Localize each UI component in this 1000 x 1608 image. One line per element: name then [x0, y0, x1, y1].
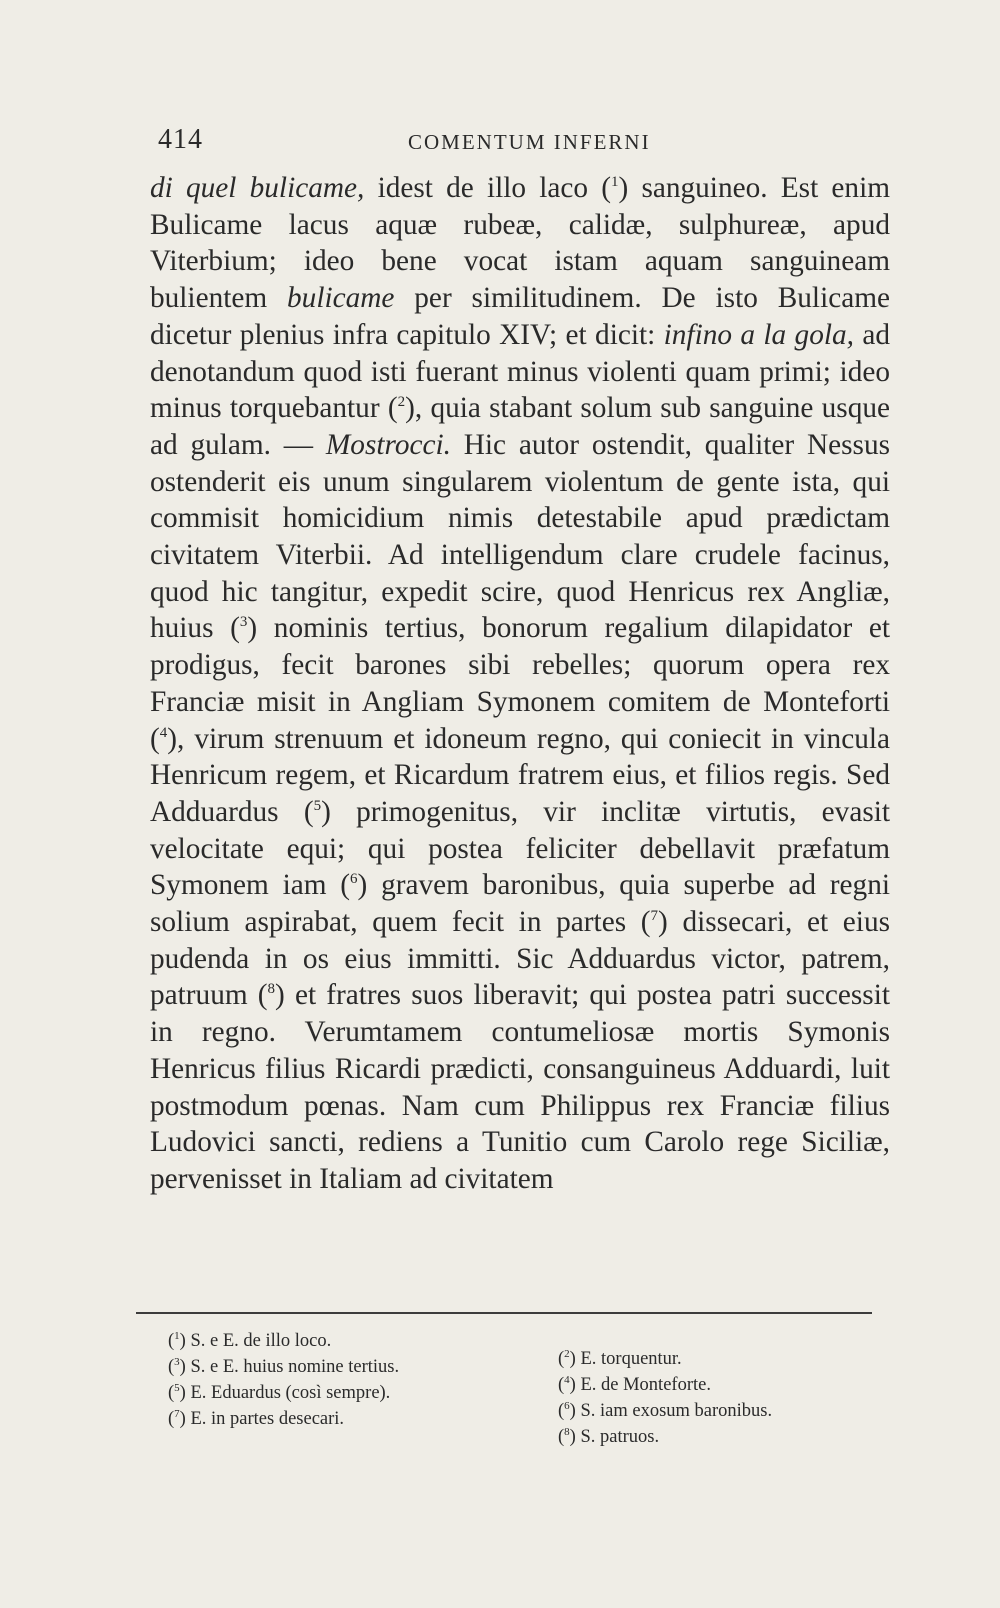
footnote-text: E. torquentur.: [580, 1349, 682, 1369]
footnote: ($^8$) S. patruos.: [558, 1426, 660, 1447]
footnote-ref: 4: [159, 724, 168, 741]
running-head: COMENTUM INFERNI: [408, 130, 651, 154]
footnote: ($^3$) S. e E. huius nomine tertius.: [168, 1356, 400, 1377]
footnote-number: 7: [174, 1408, 180, 1420]
footnote-ref: 6: [350, 871, 358, 888]
page-header: [158, 120, 878, 160]
footnote-text: E. in partes desecari.: [190, 1409, 345, 1429]
footnotes-right-column: [558, 1346, 772, 1450]
page-number: 414: [158, 124, 203, 155]
text-run: ) sanguineo. Est enim Bulicame lacus aquæ rubeæ, calidæ, sulphureæ, apud Viterbium; ideo bene vocat istam aquam sanguineam bulientem: [150, 172, 891, 315]
footnote: ($^2$) E. torquentur.: [558, 1348, 682, 1369]
footnote: ($^7$) E. in partes desecari.: [168, 1408, 345, 1429]
footnotes-left-column: [168, 1328, 399, 1432]
footnote-text: E. de Monteforte.: [580, 1375, 711, 1395]
commentary-text: [150, 170, 890, 1198]
quoted-verse: Mostrocci.: [325, 428, 451, 461]
text-run: ad denotandum quod isti fuerant minus violenti quam primi; ideo minus torquebantur (: [150, 318, 890, 425]
footnote-ref: 1: [611, 174, 619, 190]
text-run: idest de illo laco (: [364, 172, 611, 204]
footnote-text: S. e E. huius nomine tertius.: [190, 1357, 400, 1377]
quoted-verse: di quel bulicame,: [150, 172, 365, 204]
text-run: per similitudinem. De isto Bulicame dicetur plenius infra capitulo XIV; et dicit:: [150, 282, 891, 351]
footnote-text: E. Eduardus (così sempre).: [190, 1383, 391, 1403]
quoted-verse: bulicame: [287, 282, 395, 315]
quoted-verse: infino a la gola,: [663, 318, 854, 351]
footnote-number: 8: [564, 1426, 570, 1438]
footnote-ref: 3: [239, 614, 248, 631]
text-run: ) et fratres suos liberavit; qui postea patri successit in regno. Verumtamem contumeliosæ mortis Symonis Henricus filius Ricardi prædicti, consanguineus Adduardi, luit postmodum pœnas. Nam cum Philippus rex Franciæ filius Ludovici sancti, rediens a Tunitio cum Carolo rege Siciliæ, pervenisset in Italiam ad civitatem: [150, 979, 890, 1195]
commentary-paragraph: [150, 170, 890, 1198]
footnote-ref: 8: [267, 981, 276, 998]
text-run: ) dissecari, et eius pudenda in os eius immitti. Sic Adduardus victor, patrem, patruum (: [150, 906, 890, 1012]
text-run: ) primogenitus, vir inclitæ virtutis, evasit velocitate equi; qui postea feliciter debellavit præfatum Symonem iam (: [150, 795, 891, 902]
text-run: ) nominis tertius, bonorum regalium dilapidator et prodigus, fecit barones sibi rebelles; quorum opera rex Franciæ misit in Angliam Symonem comitem de Monteforti (: [150, 612, 891, 755]
footnote-number: 1: [174, 1330, 180, 1342]
footnote-number: 5: [174, 1382, 180, 1394]
footnote: ($^4$) E. de Monteforte.: [558, 1374, 711, 1395]
footnote-ref: 5: [313, 797, 322, 814]
footnote: ($^1$) S. e E. de illo loco.: [168, 1330, 332, 1351]
text-run: ), quia stabant solum sub sanguine usque ad gulam. —: [150, 392, 890, 461]
footnote-text: S. patruos.: [580, 1427, 660, 1447]
footnote-number: 6: [564, 1400, 570, 1412]
footnote-divider: [136, 1312, 872, 1314]
footnote-number: 2: [564, 1348, 570, 1360]
footnote-number: 4: [564, 1374, 570, 1386]
text-run: ) gravem baronibus, quia superbe ad regni solium aspirabat, quem fecit in partes (: [150, 869, 890, 939]
footnote-text: S. iam exosum baronibus.: [580, 1401, 773, 1421]
footnote-ref: 7: [650, 908, 659, 925]
footnote-ref: 2: [397, 394, 406, 411]
text-run: Hic autor ostendit, qualiter Nessus ostenderit eis unum singularem violentum de gente ista, qui commisit homicidium nimis detestabile apud prædictam civitatem Viterbii. Ad intelligendum clare crudele facinus, quod hic tangitur, expedit scire, quod Henricus rex Angliæ, huius (: [150, 428, 891, 645]
footnote-number: 3: [174, 1356, 180, 1368]
footnote-text: S. e E. de illo loco.: [190, 1331, 332, 1351]
footnote: ($^5$) E. Eduardus (così sempre).: [168, 1382, 391, 1403]
footnote: ($^6$) S. iam exosum baronibus.: [558, 1400, 773, 1421]
text-run: ), virum strenuum et idoneum regno, qui coniecit in vincula Henricum regem, et Ricardum fratrem eius, et filios regis. Sed Adduardus (: [150, 722, 890, 828]
